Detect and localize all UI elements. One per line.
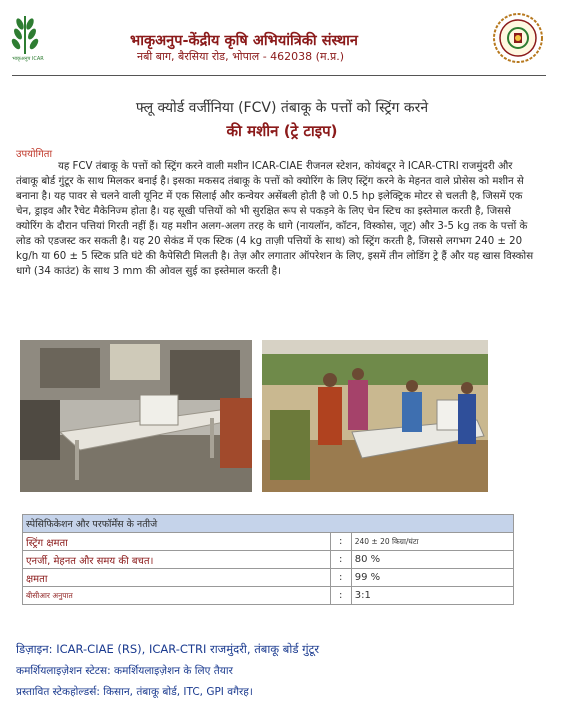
table-row bbox=[23, 533, 514, 551]
spec-label: क्षमता bbox=[23, 569, 331, 587]
table-header-row bbox=[23, 515, 514, 533]
icar-logo bbox=[8, 14, 42, 66]
institute-seal bbox=[492, 12, 544, 64]
field-demonstration-photo bbox=[262, 340, 488, 492]
wheat-icon bbox=[8, 14, 42, 56]
table-row bbox=[23, 587, 514, 605]
design-credit: डिज़ाइन: ICAR-CIAE (RS), ICAR-CTRI राजमुंदरी, तंबाकू बोर्ड गुंटूर bbox=[16, 642, 320, 656]
spec-value: 3:1 bbox=[351, 587, 513, 605]
spec-separator: : bbox=[330, 551, 351, 569]
page-title-line2: की मशीन (ट्रे टाइप) bbox=[226, 122, 338, 140]
spec-value: 80 % bbox=[351, 551, 513, 569]
spec-separator: : bbox=[330, 533, 351, 551]
seal-icon bbox=[492, 12, 544, 64]
table-heading: स्पेसिफिकेशन और परफॉर्मेंस के नतीजे bbox=[23, 515, 514, 533]
table-row bbox=[23, 551, 514, 569]
spec-separator: : bbox=[330, 569, 351, 587]
utility-heading: उपयोगिता bbox=[16, 149, 53, 160]
spec-label: बीसीआर अनुपात bbox=[23, 587, 331, 605]
organization-name: भाकृअनुप-केंद्रीय कृषि अभियांत्रिकी संस्थान bbox=[130, 33, 358, 49]
spec-value: 240 ± 20 किग्रा/घंटा bbox=[351, 533, 513, 551]
proposed-stakeholders: प्रस्तावित स्टेकहोल्डर्स: किसान, तंबाकू बोर्ड, ITC, GPI वगैरह। bbox=[16, 686, 253, 698]
machine-workshop-photo bbox=[20, 340, 252, 492]
commercialization-status: कमर्शियलाइज़ेशन स्टेटस: कमर्शियलाइज़ेशन के लिए तैयार bbox=[16, 665, 233, 677]
spec-separator: : bbox=[330, 587, 351, 605]
logo-caption: भाकृअनुप ICAR bbox=[12, 56, 44, 62]
utility-description: यह FCV तंबाकू के पत्तों को स्ट्रिंग करने वाली मशीन ICAR-CIAE रीजनल स्टेशन, कोयंबटूर ने ICAR-CTRI राजमुंदरी और तंबाकू बोर्ड गुंटूर के साथ मिलकर बनाई है। इसका मकसद तंबाकू के पत्तों को क्योरिंग के लिए स्ट्रिंग करने के मेहनत वाले प्रोसेस को मशीन से बनाना है। यह पावर से चलने वाली यूनिट में एक सिलाई और कन्वेयर असेंबली होती है जो 0.5 hp इलेक्ट्रिक मोटर से चलती है, जिसमें एक चेन, ड्राइव और रैचेट मैकेनिज्म होता है। यह सूखी पत्तियों को भी सुरक्षित रूप से पकड़ने के लिए चेन स्टिच का इस्तेमाल करती है, जिससे क्योरिंग के दौरान पत्तियां गिरती नहीं हैं। यह मशीन अलग-अलग तरह के धागे (नायलॉन, कॉटन, विस्कोस, जूट) और 3-5 kg तक के पत्तों के लोड को एडजस्ट कर सकती है। यह 20 सेकंड में एक स्टिक (4 kg ताज़ी पत्तियों के साथ) को स्ट्रिंग करती है, जिससे लगभग 240 ± 20 kg/h या 60 ± 5 स्टिक प्रति घंटे की कैपेसिटी मिलती है। तेज़ और लगातार ऑपरेशन के लिए, इसमें तीन लोडिंग ट्रे हैं और यह खास विस्कोस धागे (34 काउंट) के साथ 3 mm की ओवल सुई का इस्तेमाल करती है। bbox=[16, 161, 534, 277]
spec-value: 99 % bbox=[351, 569, 513, 587]
page-title-line1: फ्लू क्योर्ड वर्जीनिया (FCV) तंबाकू के पत्तों को स्ट्रिंग करने bbox=[135, 100, 429, 116]
spec-label: स्ट्रिंग क्षमता bbox=[23, 533, 331, 551]
header-divider bbox=[12, 75, 546, 76]
organization-address: नबी बाग, बैरसिया रोड, भोपाल - 462038 (म.प्र.) bbox=[137, 50, 345, 63]
specifications-table bbox=[22, 514, 514, 605]
spec-label: एनर्जी, मेहनत और समय की बचत। bbox=[23, 551, 331, 569]
table-row bbox=[23, 569, 514, 587]
